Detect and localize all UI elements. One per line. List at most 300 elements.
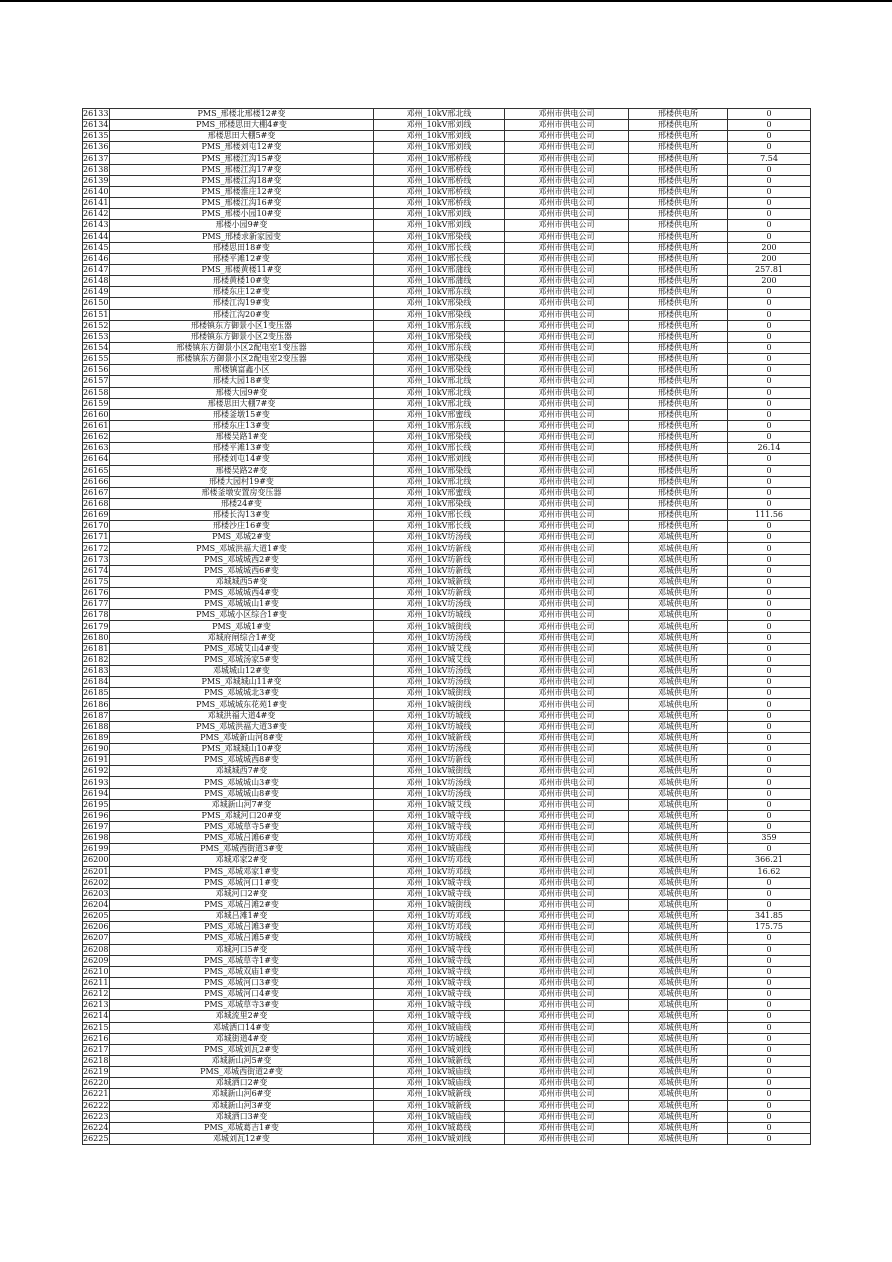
feeder-line-cell: 邓州_10kV城新线 [374, 732, 505, 743]
value-cell: 0 [728, 298, 811, 309]
row-id-cell: 26181 [83, 643, 109, 653]
transformer-name-cell: PMS_邓城草寺5#变 [110, 822, 374, 833]
row-id-cell: 26166 [83, 476, 109, 486]
feeder-line-cell: 邓州_10kV城新线 [374, 576, 505, 587]
station-cell: 邓城供电所 [629, 888, 728, 899]
value-cell: 0 [728, 721, 811, 732]
value-cell: 0 [728, 331, 811, 342]
station-cell: 邓城供电所 [629, 643, 728, 654]
row-id-cell: 26150 [83, 298, 109, 308]
company-cell: 邓州市供电公司 [505, 1000, 629, 1011]
table-row [83, 1122, 811, 1133]
table-row [83, 643, 811, 654]
table-row [83, 498, 811, 509]
transformer-name-cell: PMS_邢楼江沟18#变 [110, 175, 374, 186]
transformer-name-cell: PMS_邓城城山8#变 [110, 788, 374, 799]
company-cell: 邓州市供电公司 [505, 242, 629, 253]
transformer-name-cell: PMS_邢楼江沟16#变 [110, 198, 374, 209]
feeder-line-cell: 邓州_10kV城刘线 [374, 1044, 505, 1055]
transformer-name-cell: PMS_邓城城北3#变 [110, 688, 374, 699]
feeder-line-cell: 邓州_10kV城新线 [374, 1089, 505, 1100]
company-cell: 邓州市供电公司 [505, 911, 629, 922]
value-cell: 257.81 [728, 264, 811, 275]
transformer-name-cell: 邓城新山河6#变 [110, 1089, 374, 1100]
row-id-cell: 26225 [83, 1134, 109, 1143]
transformer-name-cell: 邓城街道4#变 [110, 1033, 374, 1044]
value-cell: 0 [728, 376, 811, 387]
station-cell: 邓城供电所 [629, 1033, 728, 1044]
feeder-line-cell: 邓州_10kV邢蜜线 [374, 409, 505, 420]
row-id-cell: 26151 [83, 309, 109, 319]
station-cell: 邓城供电所 [629, 588, 728, 599]
station-cell: 邓城供电所 [629, 532, 728, 543]
value-cell: 366.21 [728, 855, 811, 866]
table-row [83, 666, 811, 677]
feeder-line-cell: 邓州_10kV坊邓线 [374, 833, 505, 844]
feeder-line-cell: 邓州_10kV邢染线 [374, 365, 505, 376]
row-id-cell: 26195 [83, 799, 109, 809]
company-cell: 邓州市供电公司 [505, 376, 629, 387]
station-cell: 邓城供电所 [629, 1111, 728, 1122]
row-id-cell: 26170 [83, 521, 109, 531]
station-cell: 邓城供电所 [629, 710, 728, 721]
value-cell: 0 [728, 621, 811, 632]
value-cell: 0 [728, 565, 811, 576]
company-cell: 邓州市供电公司 [505, 186, 629, 197]
row-id-cell: 26202 [83, 877, 109, 887]
table-row [83, 632, 811, 643]
table-row [83, 376, 811, 387]
station-cell: 邢楼供电所 [629, 409, 728, 420]
transformer-name-cell: PMS_邓城艾山4#变 [110, 643, 374, 654]
station-cell: 邓城供电所 [629, 1000, 728, 1011]
value-cell: 0 [728, 209, 811, 220]
row-id-cell: 26142 [83, 209, 109, 219]
value-cell: 0 [728, 688, 811, 699]
feeder-line-cell: 邓州_10kV邢染线 [374, 231, 505, 242]
table-row [83, 977, 811, 988]
station-cell: 邢楼供电所 [629, 131, 728, 142]
feeder-line-cell: 邓州_10kV城新线 [374, 1100, 505, 1111]
company-cell: 邓州市供电公司 [505, 331, 629, 342]
company-cell: 邓州市供电公司 [505, 1011, 629, 1022]
company-cell: 邓州市供电公司 [505, 1100, 629, 1111]
transformer-name-cell: 邢楼大园9#变 [110, 387, 374, 398]
value-cell: 0 [728, 309, 811, 320]
company-cell: 邓州市供电公司 [505, 654, 629, 665]
row-id-cell: 26210 [83, 966, 109, 976]
feeder-line-cell: 邓州_10kV邢北线 [374, 376, 505, 387]
row-id-cell: 26158 [83, 387, 109, 397]
transformer-name-cell: 邓城洒口14#变 [110, 1022, 374, 1033]
value-cell: 0 [728, 877, 811, 888]
station-cell: 邢楼供电所 [629, 420, 728, 431]
table-row [83, 309, 811, 320]
company-cell: 邓州市供电公司 [505, 688, 629, 699]
table-row [83, 109, 811, 120]
feeder-line-cell: 邓州_10kV坊新线 [374, 565, 505, 576]
feeder-line-cell: 邓州_10kV城寺线 [374, 977, 505, 988]
feeder-line-cell: 邓州_10kV坊邓线 [374, 911, 505, 922]
company-cell: 邓州市供电公司 [505, 1022, 629, 1033]
feeder-line-cell: 邓州_10kV邢染线 [374, 432, 505, 443]
company-cell: 邓州市供电公司 [505, 465, 629, 476]
row-id-cell: 26139 [83, 175, 109, 185]
table-row [83, 153, 811, 164]
feeder-line-cell: 邓州_10kV城庙线 [374, 1067, 505, 1078]
table-row [83, 610, 811, 621]
table-row [83, 933, 811, 944]
company-cell: 邓州市供电公司 [505, 977, 629, 988]
station-cell: 邢楼供电所 [629, 432, 728, 443]
feeder-line-cell: 邓州_10kV邢染线 [374, 298, 505, 309]
page-top-rule [0, 0, 892, 2]
table-row [83, 409, 811, 420]
feeder-line-cell: 邓州_10kV邢刘线 [374, 120, 505, 131]
value-cell: 0 [728, 287, 811, 298]
company-cell: 邓州市供电公司 [505, 877, 629, 888]
table-row [83, 911, 811, 922]
transformer-name-cell: PMS_邓城西街道3#变 [110, 844, 374, 855]
company-cell: 邓州市供电公司 [505, 1067, 629, 1078]
row-id-cell: 26154 [83, 343, 109, 353]
company-cell: 邓州市供电公司 [505, 253, 629, 264]
table-row [83, 142, 811, 153]
company-cell: 邓州市供电公司 [505, 588, 629, 599]
company-cell: 邓州市供电公司 [505, 276, 629, 287]
station-cell: 邢楼供电所 [629, 231, 728, 242]
station-cell: 邢楼供电所 [629, 365, 728, 376]
value-cell: 0 [728, 744, 811, 755]
transformer-name-cell: PMS_邓城城西6#变 [110, 565, 374, 576]
feeder-line-cell: 邓州_10kV坊城线 [374, 710, 505, 721]
station-cell: 邓城供电所 [629, 833, 728, 844]
feeder-line-cell: 邓州_10kV邢染线 [374, 309, 505, 320]
row-id-cell: 26200 [83, 855, 109, 865]
transformer-name-cell: PMS_邢楼北邢楼12#变 [110, 109, 374, 120]
transformer-name-cell: PMS_邓城洪福大道3#变 [110, 721, 374, 732]
transformer-name-cell: 邓城河口2#变 [110, 888, 374, 899]
transformer-name-cell: PMS_邢楼黄楼11#变 [110, 264, 374, 275]
row-id-cell: 26138 [83, 164, 109, 174]
value-cell: 0 [728, 1078, 811, 1089]
row-id-cell: 26197 [83, 822, 109, 832]
transformer-name-cell: 邓城洪福大道4#变 [110, 710, 374, 721]
row-id-cell: 26203 [83, 888, 109, 898]
transformer-name-cell: 邢楼釜墩安置房变压器 [110, 487, 374, 498]
feeder-line-cell: 邓州_10kV城刘线 [374, 1133, 505, 1144]
station-cell: 邓城供电所 [629, 599, 728, 610]
value-cell: 0 [728, 387, 811, 398]
station-cell: 邓城供电所 [629, 1089, 728, 1100]
feeder-line-cell: 邓州_10kV坊汤线 [374, 532, 505, 543]
company-cell: 邓州市供电公司 [505, 777, 629, 788]
feeder-line-cell: 邓州_10kV城寺线 [374, 810, 505, 821]
transformer-name-cell: 邢楼镇东方御景小区2变压器 [110, 331, 374, 342]
station-cell: 邓城供电所 [629, 866, 728, 877]
station-cell: 邓城供电所 [629, 944, 728, 955]
row-id-cell: 26182 [83, 654, 109, 664]
company-cell: 邓州市供电公司 [505, 231, 629, 242]
row-id-cell: 26169 [83, 510, 109, 520]
table-row [83, 1089, 811, 1100]
feeder-line-cell: 邓州_10kV坊新线 [374, 755, 505, 766]
company-cell: 邓州市供电公司 [505, 487, 629, 498]
value-cell: 0 [728, 164, 811, 175]
company-cell: 邓州市供电公司 [505, 320, 629, 331]
transformer-name-cell: 邢楼思田大棚7#变 [110, 398, 374, 409]
feeder-line-cell: 邓州_10kV邢长线 [374, 443, 505, 454]
table-row [83, 420, 811, 431]
row-id-cell: 26153 [83, 331, 109, 341]
row-id-cell: 26199 [83, 844, 109, 854]
value-cell: 200 [728, 242, 811, 253]
table-row [83, 989, 811, 1000]
feeder-line-cell: 邓州_10kV邢长线 [374, 242, 505, 253]
station-cell: 邓城供电所 [629, 1022, 728, 1033]
transformer-name-cell: PMS_邓城2#变 [110, 532, 374, 543]
value-cell: 0 [728, 521, 811, 532]
value-cell: 0 [728, 1122, 811, 1133]
station-cell: 邓城供电所 [629, 788, 728, 799]
transformer-name-cell: 邓城洒口2#变 [110, 1078, 374, 1089]
transformer-name-cell: PMS_邓城城山10#变 [110, 744, 374, 755]
company-cell: 邓州市供电公司 [505, 888, 629, 899]
row-id-cell: 26140 [83, 187, 109, 197]
row-id-cell: 26163 [83, 443, 109, 453]
transformer-name-cell: 邓城新山河5#变 [110, 1055, 374, 1066]
table-row [83, 454, 811, 465]
transformer-name-cell: PMS_邢楼江沟17#变 [110, 164, 374, 175]
transformer-name-cell: 邢楼平滩13#变 [110, 443, 374, 454]
value-cell: 0 [728, 1033, 811, 1044]
feeder-line-cell: 邓州_10kV邢桥线 [374, 186, 505, 197]
station-cell: 邓城供电所 [629, 922, 728, 933]
feeder-line-cell: 邓州_10kV邢东线 [374, 342, 505, 353]
row-id-cell: 26184 [83, 677, 109, 687]
feeder-line-cell: 邓州_10kV邢北线 [374, 398, 505, 409]
transformer-name-cell: PMS_邓城刘瓦2#变 [110, 1044, 374, 1055]
transformer-name-cell: PMS_邓城小区综合1#变 [110, 610, 374, 621]
transformer-name-cell: 邓城城山12#变 [110, 666, 374, 677]
row-id-cell: 26136 [83, 142, 109, 152]
station-cell: 邓城供电所 [629, 766, 728, 777]
feeder-line-cell: 邓州_10kV城寺线 [374, 944, 505, 955]
value-cell: 0 [728, 1011, 811, 1022]
station-cell: 邓城供电所 [629, 721, 728, 732]
row-id-cell: 26152 [83, 320, 109, 330]
value-cell: 0 [728, 710, 811, 721]
station-cell: 邓城供电所 [629, 1067, 728, 1078]
value-cell: 0 [728, 1000, 811, 1011]
row-id-cell: 26155 [83, 354, 109, 364]
value-cell: 0 [728, 654, 811, 665]
row-id-cell: 26183 [83, 666, 109, 676]
value-cell: 0 [728, 588, 811, 599]
company-cell: 邓州市供电公司 [505, 365, 629, 376]
value-cell: 0 [728, 532, 811, 543]
feeder-line-cell: 邓州_10kV邢桥线 [374, 164, 505, 175]
value-cell: 0 [728, 888, 811, 899]
value-cell: 0 [728, 1055, 811, 1066]
company-cell: 邓州市供电公司 [505, 420, 629, 431]
company-cell: 邓州市供电公司 [505, 788, 629, 799]
value-cell: 0 [728, 487, 811, 498]
value-cell: 0 [728, 799, 811, 810]
company-cell: 邓州市供电公司 [505, 621, 629, 632]
table-row [83, 432, 811, 443]
station-cell: 邓城供电所 [629, 911, 728, 922]
company-cell: 邓州市供电公司 [505, 710, 629, 721]
feeder-line-cell: 邓州_10kV城寺线 [374, 888, 505, 899]
station-cell: 邓城供电所 [629, 1122, 728, 1133]
value-cell: 0 [728, 175, 811, 186]
transformer-name-cell: PMS_邓城城山11#变 [110, 677, 374, 688]
row-id-cell: 26146 [83, 253, 109, 263]
station-cell: 邢楼供电所 [629, 331, 728, 342]
transformer-name-cell: 邢楼大园18#变 [110, 376, 374, 387]
table-row [83, 1022, 811, 1033]
company-cell: 邓州市供电公司 [505, 766, 629, 777]
table-row [83, 320, 811, 331]
row-id-cell: 26137 [83, 153, 109, 163]
table-row [83, 1033, 811, 1044]
station-cell: 邓城供电所 [629, 654, 728, 665]
station-cell: 邢楼供电所 [629, 142, 728, 153]
value-cell: 0 [728, 398, 811, 409]
row-id-cell: 26147 [83, 265, 109, 275]
company-cell: 邓州市供电公司 [505, 454, 629, 465]
company-cell: 邓州市供电公司 [505, 220, 629, 231]
company-cell: 邓州市供电公司 [505, 120, 629, 131]
row-id-cell: 26134 [83, 120, 109, 130]
feeder-line-cell: 邓州_10kV城艾线 [374, 654, 505, 665]
transformer-name-cell: PMS_邓城1#变 [110, 621, 374, 632]
table-row [83, 688, 811, 699]
company-cell: 邓州市供电公司 [505, 476, 629, 487]
transformer-name-cell: 邢楼东庄12#变 [110, 287, 374, 298]
value-cell: 0 [728, 320, 811, 331]
feeder-line-cell: 邓州_10kV坊汤线 [374, 632, 505, 643]
transformer-name-cell: PMS_邢楼淮庄12#变 [110, 186, 374, 197]
station-cell: 邢楼供电所 [629, 153, 728, 164]
value-cell: 0 [728, 131, 811, 142]
company-cell: 邓州市供电公司 [505, 354, 629, 365]
feeder-line-cell: 邓州_10kV城庙线 [374, 1111, 505, 1122]
company-cell: 邓州市供电公司 [505, 131, 629, 142]
company-cell: 邓州市供电公司 [505, 955, 629, 966]
feeder-line-cell: 邓州_10kV坊汤线 [374, 599, 505, 610]
company-cell: 邓州市供电公司 [505, 822, 629, 833]
value-cell: 0 [728, 955, 811, 966]
row-id-cell: 26173 [83, 554, 109, 564]
feeder-line-cell: 邓州_10kV城街线 [374, 899, 505, 910]
table-row [83, 287, 811, 298]
transformer-name-cell: 邢楼小园9#变 [110, 220, 374, 231]
company-cell: 邓州市供电公司 [505, 264, 629, 275]
station-cell: 邓城供电所 [629, 554, 728, 565]
value-cell: 0 [728, 810, 811, 821]
company-cell: 邓州市供电公司 [505, 387, 629, 398]
table-row [83, 877, 811, 888]
company-cell: 邓州市供电公司 [505, 899, 629, 910]
feeder-line-cell: 邓州_10kV坊汤线 [374, 666, 505, 677]
company-cell: 邓州市供电公司 [505, 109, 629, 120]
company-cell: 邓州市供电公司 [505, 666, 629, 677]
company-cell: 邓州市供电公司 [505, 209, 629, 220]
value-cell: 0 [728, 599, 811, 610]
row-id-cell: 26189 [83, 732, 109, 742]
table-row [83, 543, 811, 554]
table-row [83, 298, 811, 309]
company-cell: 邓州市供电公司 [505, 1122, 629, 1133]
station-cell: 邢楼供电所 [629, 342, 728, 353]
transformer-name-cell: 邓城吕滩1#变 [110, 911, 374, 922]
station-cell: 邢楼供电所 [629, 498, 728, 509]
company-cell: 邓州市供电公司 [505, 944, 629, 955]
station-cell: 邓城供电所 [629, 755, 728, 766]
transformer-name-cell: PMS_邢楼求新家园变 [110, 231, 374, 242]
row-id-cell: 26177 [83, 599, 109, 609]
company-cell: 邓州市供电公司 [505, 532, 629, 543]
company-cell: 邓州市供电公司 [505, 342, 629, 353]
company-cell: 邓州市供电公司 [505, 1078, 629, 1089]
row-id-cell: 26196 [83, 810, 109, 820]
station-cell: 邓城供电所 [629, 1044, 728, 1055]
table-row [83, 186, 811, 197]
row-id-cell: 26193 [83, 777, 109, 787]
feeder-line-cell: 邓州_10kV邢长线 [374, 253, 505, 264]
company-cell: 邓州市供电公司 [505, 933, 629, 944]
transformer-name-cell: PMS_邓城邓家1#变 [110, 866, 374, 877]
station-cell: 邓城供电所 [629, 576, 728, 587]
station-cell: 邓城供电所 [629, 632, 728, 643]
company-cell: 邓州市供电公司 [505, 142, 629, 153]
value-cell: 0 [728, 120, 811, 131]
transformer-name-cell: 邢楼釜墩15#变 [110, 409, 374, 420]
station-cell: 邢楼供电所 [629, 376, 728, 387]
transformer-name-cell: 邢楼东庄13#变 [110, 420, 374, 431]
table-row [83, 209, 811, 220]
company-cell: 邓州市供电公司 [505, 287, 629, 298]
row-id-cell: 26186 [83, 699, 109, 709]
table-row [83, 1044, 811, 1055]
station-cell: 邢楼供电所 [629, 242, 728, 253]
feeder-line-cell: 邓州_10kV邢桥线 [374, 198, 505, 209]
value-cell: 0 [728, 966, 811, 977]
feeder-line-cell: 邓州_10kV坊城线 [374, 933, 505, 944]
transformer-name-cell: 邓城新山河7#变 [110, 799, 374, 810]
row-id-cell: 26214 [83, 1011, 109, 1021]
company-cell: 邓州市供电公司 [505, 755, 629, 766]
row-id-cell: 26174 [83, 565, 109, 575]
company-cell: 邓州市供电公司 [505, 732, 629, 743]
value-cell: 0 [728, 844, 811, 855]
table-row [83, 1133, 811, 1144]
transformer-name-cell: 邢楼镇东方御景小区2配电室1变压器 [110, 342, 374, 353]
value-cell: 0 [728, 342, 811, 353]
feeder-line-cell: 邓州_10kV邢刘线 [374, 209, 505, 220]
transformer-name-cell: PMS_邓城葛吉1#变 [110, 1122, 374, 1133]
table-row [83, 966, 811, 977]
value-cell: 0 [728, 788, 811, 799]
transformer-name-cell: 邢楼思田18#变 [110, 242, 374, 253]
table-row [83, 354, 811, 365]
feeder-line-cell: 邓州_10kV邢刘线 [374, 131, 505, 142]
value-cell: 0 [728, 109, 811, 120]
table-row [83, 331, 811, 342]
station-cell: 邓城供电所 [629, 610, 728, 621]
